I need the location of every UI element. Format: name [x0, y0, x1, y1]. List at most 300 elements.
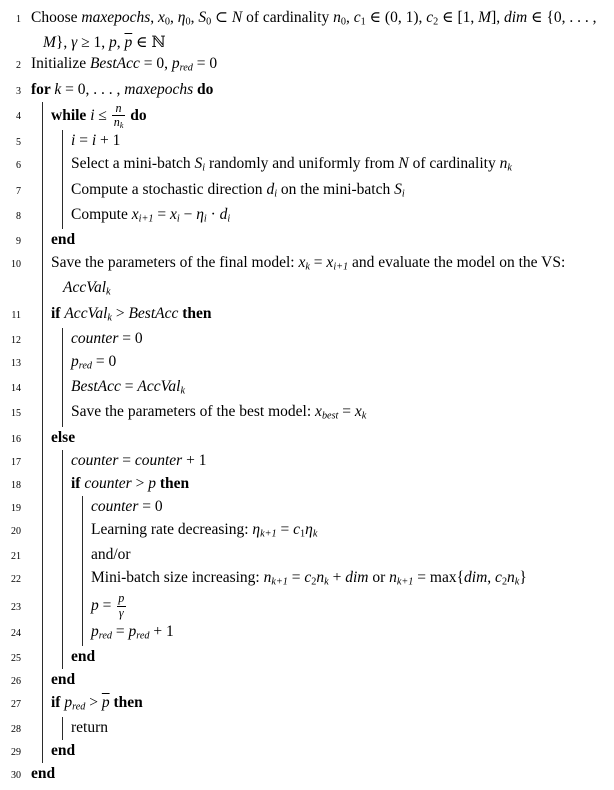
- indent-rule: [42, 153, 62, 178]
- text-segment: of cardinality: [408, 155, 500, 173]
- line-content: [71, 328, 612, 349]
- indent-rule: [42, 401, 62, 426]
- text-segment: n: [389, 568, 397, 586]
- text-segment: = 0: [138, 497, 163, 515]
- indent-rule: [62, 473, 71, 496]
- indent-rule: [42, 328, 62, 351]
- indent-rule: [82, 567, 91, 592]
- text-segment: BestAcc: [128, 304, 179, 322]
- line-number: 3: [16, 85, 21, 97]
- indent-rule: [62, 401, 71, 426]
- line-content: [91, 592, 612, 621]
- text-segment: ,: [170, 9, 178, 26]
- text-segment: p: [148, 474, 156, 492]
- text-segment: counter: [71, 329, 119, 347]
- text-segment: }: [519, 568, 527, 586]
- text-segment: i: [90, 106, 95, 124]
- line-content: [71, 153, 612, 178]
- text-segment: +: [328, 568, 346, 586]
- text-segment: i: [401, 187, 405, 199]
- indent-rule: [42, 621, 62, 646]
- text-segment: n: [115, 100, 122, 115]
- text-segment: =: [153, 205, 170, 223]
- text-segment: = 0: [118, 329, 143, 347]
- text-segment: =: [112, 622, 129, 640]
- text-segment: n: [333, 9, 341, 26]
- text-segment: do: [193, 80, 214, 98]
- text-segment: Compute a stochastic direction: [71, 180, 267, 198]
- line-number: 9: [16, 236, 21, 248]
- algorithm-line: [4, 592, 612, 621]
- text-segment: ≥ 1,: [77, 34, 109, 52]
- line-number: 19: [11, 502, 21, 514]
- indent-rule: [82, 519, 91, 544]
- line-number: 18: [11, 479, 21, 491]
- text-segment: 0: [185, 16, 191, 28]
- line-content: [71, 376, 612, 401]
- indent-rule: [42, 717, 62, 740]
- indent-rule: [42, 450, 62, 473]
- text-segment: x: [315, 403, 322, 421]
- indent-rule: [42, 669, 51, 692]
- text-segment: ∈ ℕ: [132, 34, 166, 52]
- text-segment: =: [75, 132, 92, 150]
- text-segment: η: [252, 520, 261, 538]
- indent-rule: [62, 351, 71, 376]
- line-number: 27: [11, 699, 21, 711]
- algorithm-line: [4, 79, 612, 102]
- text-segment: = 0, . . . ,: [61, 80, 125, 98]
- text-segment: >: [131, 474, 149, 492]
- text-segment: end: [51, 231, 76, 249]
- line-number: 23: [11, 602, 21, 614]
- text-segment: red: [179, 62, 193, 74]
- text-segment: Mini-batch size increasing:: [91, 568, 264, 586]
- text-segment: =: [287, 568, 305, 586]
- text-segment: x: [158, 9, 165, 26]
- line-number: 30: [11, 770, 21, 782]
- text-segment: d: [219, 205, 228, 223]
- text-segment: ⊂: [211, 9, 232, 26]
- text-segment: Choose: [31, 9, 82, 26]
- text-segment: c: [293, 520, 301, 538]
- text-segment: counter: [91, 497, 139, 515]
- line-content: [71, 646, 612, 667]
- text-segment: >: [111, 304, 129, 322]
- text-segment: i: [71, 132, 76, 150]
- line-number: 7: [16, 185, 21, 197]
- text-segment: −: [179, 205, 197, 223]
- text-segment: i: [202, 162, 206, 174]
- algorithm-line: [4, 179, 612, 204]
- indent-rule: [62, 621, 82, 646]
- indent-rule: [42, 179, 62, 204]
- text-segment: γ: [118, 605, 124, 620]
- algorithm-line: [4, 401, 612, 426]
- indent-rule: [42, 567, 62, 592]
- line-content: [31, 79, 612, 100]
- text-segment: k: [507, 162, 512, 174]
- indent-rule: [42, 130, 62, 153]
- text-segment: = 0: [192, 55, 218, 73]
- text-segment: c: [426, 9, 434, 26]
- line-content: [71, 717, 612, 738]
- fraction: [116, 592, 126, 621]
- line-content: [51, 252, 612, 303]
- text-segment: c: [304, 568, 312, 586]
- text-segment: p: [109, 34, 117, 52]
- text-segment: maxepochs: [81, 9, 151, 26]
- text-segment: 0: [164, 16, 170, 28]
- text-segment: n: [499, 155, 508, 173]
- algorithm-line: [4, 519, 612, 544]
- algorithm-line: [4, 473, 612, 496]
- line-number: 22: [11, 573, 21, 585]
- text-segment: ],: [491, 9, 504, 26]
- text-segment: red: [72, 701, 86, 713]
- fraction: [112, 102, 126, 131]
- text-segment: M: [43, 34, 56, 52]
- text-segment: 1: [300, 527, 306, 539]
- indent-rule: [42, 496, 62, 519]
- line-content: [51, 740, 612, 761]
- text-segment: if: [71, 474, 85, 492]
- line-number: 8: [16, 210, 21, 222]
- text-segment: ∈ (0, 1),: [365, 9, 427, 26]
- algorithm-lines: [4, 7, 612, 786]
- text-segment: k+1: [260, 527, 277, 539]
- indent-rule: [62, 130, 71, 153]
- line-content: [91, 496, 612, 517]
- line-number: 24: [11, 627, 21, 639]
- algorithm-line: [4, 450, 612, 473]
- text-segment: x: [131, 205, 139, 223]
- text-segment: η: [196, 205, 204, 223]
- text-segment: BestAcc: [89, 55, 140, 73]
- text-segment: maxepochs: [124, 80, 194, 98]
- line-content: [51, 692, 612, 717]
- algorithm-line: [4, 229, 612, 252]
- indent-rule: [42, 229, 51, 252]
- text-segment: 0: [206, 16, 212, 28]
- text-segment: randomly and uniformly from: [205, 155, 399, 173]
- text-segment: k: [106, 286, 111, 298]
- text-segment: i: [227, 213, 231, 225]
- text-segment: red: [136, 630, 150, 642]
- line-content: [71, 473, 612, 494]
- text-segment: x: [354, 403, 362, 421]
- text-segment: p: [171, 55, 180, 73]
- indent-rule: [42, 427, 51, 450]
- indent-rule: [42, 252, 51, 303]
- text-segment: on the mini-batch: [277, 180, 395, 198]
- line-number: 25: [11, 653, 21, 665]
- algorithm-line: [4, 376, 612, 401]
- line-content: [51, 229, 612, 250]
- text-segment: k: [54, 80, 62, 98]
- text-segment: k+1: [271, 576, 288, 588]
- algorithm-line: [4, 427, 612, 450]
- text-segment: x: [298, 254, 306, 272]
- line-number: 1: [16, 14, 21, 25]
- text-segment: AccVal: [63, 279, 107, 297]
- line-number: 10: [11, 259, 21, 271]
- line-number: 15: [11, 408, 21, 420]
- text-segment: p: [64, 694, 73, 712]
- algorithm-line: [4, 7, 612, 53]
- line-number: 21: [11, 550, 21, 562]
- text-segment: ≤: [94, 106, 111, 124]
- text-segment: end: [51, 671, 76, 689]
- text-segment: then: [178, 304, 212, 322]
- text-segment: k: [324, 576, 329, 588]
- line-content: [91, 567, 612, 592]
- text-segment: =: [338, 403, 355, 421]
- text-segment: while: [51, 106, 91, 124]
- text-segment: d: [266, 180, 275, 198]
- algorithm-line: [4, 153, 612, 178]
- text-segment: else: [51, 428, 76, 446]
- text-segment: S: [394, 180, 402, 198]
- line-number: 16: [11, 433, 21, 445]
- text-segment: end: [51, 742, 76, 760]
- indent-rule: [62, 376, 71, 401]
- text-segment: S: [194, 155, 203, 173]
- text-segment: k: [305, 261, 310, 273]
- text-segment: p: [91, 622, 99, 640]
- algorithm-line: [4, 717, 612, 740]
- indent-rule: [42, 473, 62, 496]
- indent-rule: [82, 544, 91, 567]
- text-segment: ,: [116, 34, 125, 52]
- text-segment: N: [398, 155, 409, 173]
- text-segment: 1: [360, 16, 366, 28]
- indent-rule: [42, 351, 62, 376]
- line-content: [91, 544, 612, 565]
- algorithm-line: [4, 53, 612, 78]
- text-segment: i: [274, 187, 278, 199]
- text-segment: do: [126, 106, 147, 124]
- algorithm-line: [4, 204, 612, 229]
- text-segment: ·: [206, 205, 220, 223]
- text-segment: Initialize: [31, 55, 90, 73]
- line-content: [91, 621, 612, 646]
- indent-rule: [62, 496, 82, 519]
- text-segment: red: [78, 360, 92, 372]
- text-segment: dim: [345, 568, 369, 586]
- text-segment: Save the parameters of the best model:: [71, 403, 316, 421]
- text-segment: i+1: [138, 213, 154, 225]
- text-segment: n: [316, 568, 325, 586]
- indent-rule: [42, 544, 62, 567]
- indent-rule: [82, 621, 91, 646]
- text-segment: η: [305, 520, 313, 538]
- line-content: [71, 351, 612, 376]
- line-content: [51, 102, 612, 131]
- text-segment: k: [180, 385, 186, 397]
- text-segment: red: [98, 630, 112, 642]
- algorithm-line: [4, 567, 612, 592]
- fraction-numerator: [114, 102, 124, 116]
- line-number: 13: [11, 357, 21, 369]
- line-number: 14: [11, 383, 21, 395]
- text-segment: then: [155, 474, 190, 492]
- text-segment: p: [91, 597, 99, 615]
- text-segment: η: [177, 9, 186, 26]
- text-segment: AccVal: [137, 378, 181, 396]
- line-number: 6: [16, 160, 21, 172]
- indent-rule: [42, 376, 62, 401]
- text-segment: counter: [84, 474, 132, 492]
- text-segment: and/or: [91, 545, 131, 563]
- text-segment: 2: [501, 576, 508, 588]
- indent-rule: [62, 519, 82, 544]
- text-segment: $\overline{p}$: [101, 694, 110, 712]
- indent-rule: [62, 592, 82, 621]
- text-segment: dim: [503, 9, 528, 26]
- indent-rule: [62, 567, 82, 592]
- line-number: 28: [11, 724, 21, 736]
- fraction-denominator: [117, 606, 126, 621]
- indent-rule: [62, 153, 71, 178]
- line-content: [71, 401, 612, 426]
- line-content: [71, 179, 612, 204]
- algorithm-line: [4, 763, 612, 786]
- text-segment: x: [169, 205, 177, 223]
- text-segment: =: [118, 451, 135, 469]
- text-segment: k+1: [396, 576, 414, 588]
- line-number: 12: [11, 334, 21, 346]
- text-segment: p: [128, 622, 137, 640]
- fraction-numerator: [116, 592, 126, 606]
- text-segment: i: [176, 213, 180, 225]
- line-number: 26: [11, 676, 21, 688]
- indent-rule: [42, 692, 51, 717]
- indent-rule: [42, 102, 51, 131]
- indent-rule: [62, 544, 82, 567]
- text-segment: Compute: [71, 205, 132, 223]
- algorithm-line: [4, 328, 612, 351]
- algorithm-line: [4, 692, 612, 717]
- indent-rule: [62, 450, 71, 473]
- text-segment: if: [51, 694, 65, 712]
- text-segment: = 0,: [139, 55, 172, 73]
- text-segment: k: [514, 576, 520, 588]
- text-segment: =: [276, 520, 294, 538]
- text-segment: ,: [190, 9, 199, 26]
- text-segment: for: [31, 80, 55, 98]
- text-segment: 0: [340, 16, 346, 28]
- algorithm-line: [4, 351, 612, 376]
- text-segment: γ: [71, 34, 78, 52]
- text-segment: i: [91, 132, 97, 150]
- text-segment: k: [361, 410, 367, 422]
- text-segment: and evaluate the model on the VS:: [348, 254, 566, 272]
- text-segment: best: [321, 410, 339, 422]
- text-segment: 2: [311, 576, 317, 588]
- algorithm-line: [4, 740, 612, 763]
- line-content: [31, 53, 612, 78]
- line-content: [51, 669, 612, 690]
- text-segment: if: [51, 304, 65, 322]
- text-segment: + 1: [96, 132, 121, 150]
- text-segment: S: [198, 9, 207, 26]
- text-segment: ∈ [1,: [438, 9, 479, 26]
- algorithm-line: [4, 130, 612, 153]
- indent-rule: [62, 717, 71, 740]
- text-segment: k: [107, 311, 112, 323]
- line-content: [91, 519, 612, 544]
- text-segment: n: [263, 568, 272, 586]
- indent-rule: [62, 204, 71, 229]
- text-segment: end: [31, 765, 56, 783]
- text-segment: dim: [464, 568, 488, 586]
- indent-rule: [62, 328, 71, 351]
- text-segment: M: [478, 9, 492, 26]
- line-content: [51, 303, 612, 328]
- text-segment: =: [309, 254, 327, 272]
- text-segment: c: [495, 568, 502, 586]
- line-content: [71, 130, 612, 151]
- line-content: [31, 763, 612, 784]
- indent-rule: [42, 519, 62, 544]
- indent-rule: [42, 740, 51, 763]
- fraction-denominator: [112, 115, 126, 130]
- indent-rule: [42, 592, 62, 621]
- text-segment: 2: [433, 16, 439, 28]
- text-segment: ∈ {0, . . . ,: [527, 9, 597, 26]
- text-segment: counter: [134, 451, 183, 469]
- text-segment: k: [312, 527, 318, 539]
- text-segment: =: [120, 378, 138, 396]
- text-segment: c: [353, 9, 361, 26]
- line-number: 11: [11, 309, 21, 321]
- text-segment: p: [118, 591, 125, 606]
- indent-rule: [42, 646, 62, 669]
- text-segment: i: [203, 213, 207, 225]
- line-number: 2: [16, 60, 21, 72]
- indent-rule: [62, 646, 71, 669]
- text-segment: p: [71, 352, 79, 370]
- algorithm-line: [4, 496, 612, 519]
- text-segment: ,: [345, 9, 354, 26]
- text-segment: AccVal: [64, 304, 108, 322]
- text-segment: of cardinality: [242, 9, 334, 26]
- text-segment: counter: [71, 451, 119, 469]
- text-segment: end: [71, 648, 96, 666]
- text-segment: Select a mini-batch: [71, 155, 195, 173]
- text-segment: + 1: [182, 451, 207, 469]
- text-segment: $\overline{p}$: [124, 34, 133, 52]
- line-number: 5: [16, 137, 21, 149]
- text-segment: Learning rate decreasing:: [91, 520, 253, 538]
- algorithm-line: [4, 669, 612, 692]
- algorithm-line: [4, 252, 612, 303]
- algorithm-line: [4, 102, 612, 131]
- indent-rule: [82, 592, 91, 621]
- text-segment: return: [71, 719, 109, 737]
- line-content: [71, 204, 612, 229]
- indent-rule: [42, 204, 62, 229]
- text-segment: BestAcc: [71, 378, 121, 396]
- text-segment: + 1: [149, 622, 174, 640]
- text-segment: n: [113, 115, 120, 130]
- text-segment: ,: [150, 9, 158, 26]
- line-number: 4: [16, 111, 21, 123]
- text-segment: then: [109, 694, 143, 712]
- text-segment: = 0: [92, 352, 117, 370]
- text-segment: k: [119, 121, 124, 131]
